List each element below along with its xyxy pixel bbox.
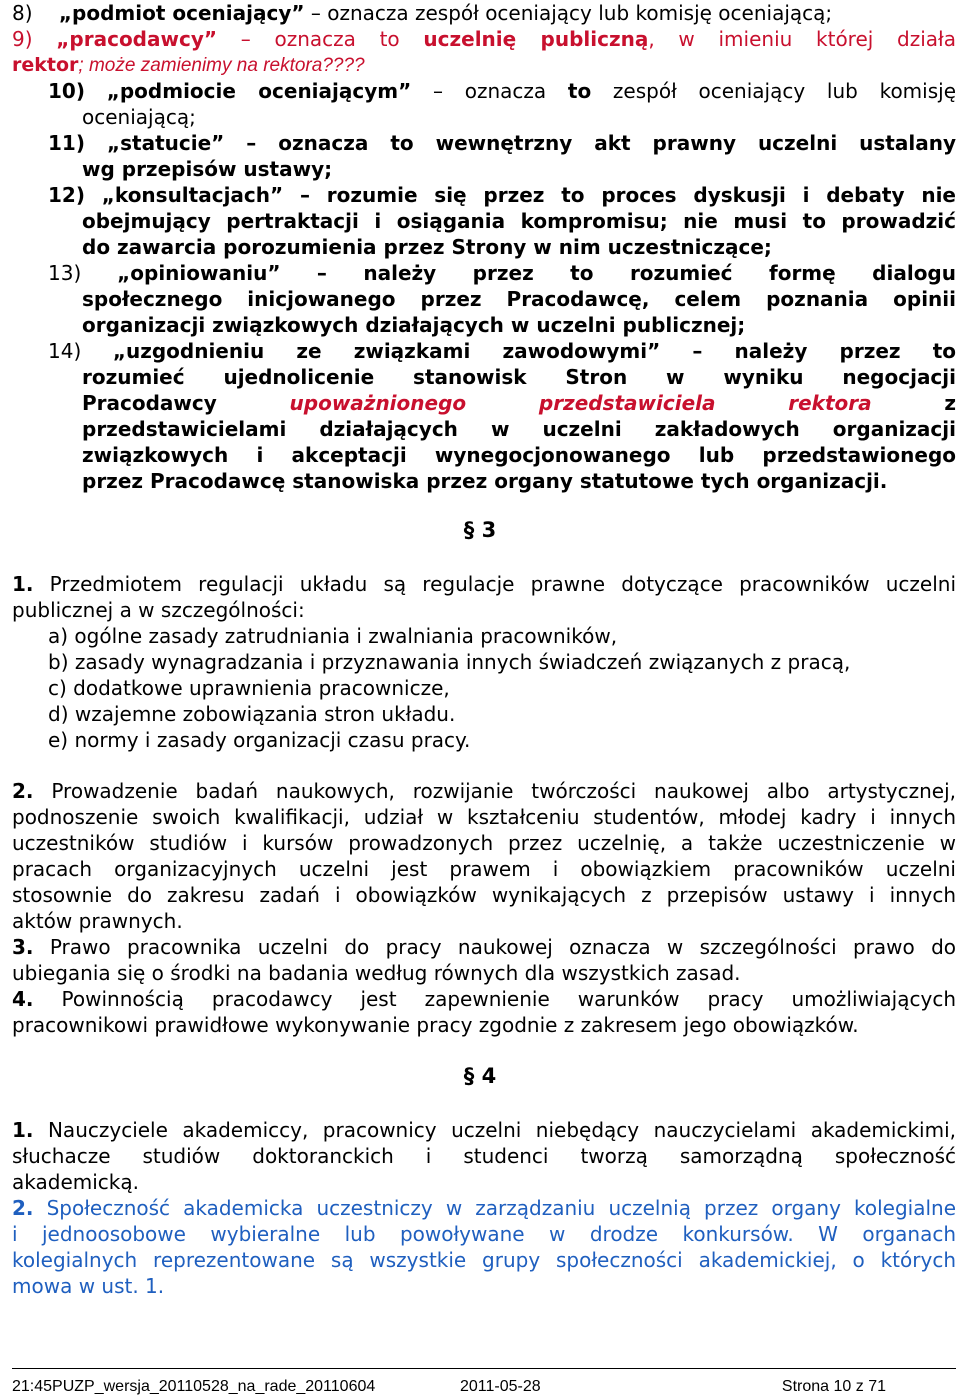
definition-text: – oznacza xyxy=(411,79,568,103)
definition-emphasis: rektor xyxy=(12,54,79,76)
paragraph-line: mowa w ust. 1. xyxy=(12,1274,165,1298)
item-number: 11) xyxy=(48,131,85,155)
definition-13-line3: organizacji związkowych działających w uczelni publicznej; xyxy=(82,313,746,337)
definition-9 xyxy=(12,26,956,52)
paragraph-number: 2. xyxy=(12,779,34,803)
definition-text: – oznacza zespół oceniający lub komisję oceniającą; xyxy=(304,1,833,25)
paragraph-line: aktów prawnych. xyxy=(12,909,183,933)
definition-term: „podmiot oceniający” xyxy=(58,1,305,25)
red-insert: rektora xyxy=(788,391,872,415)
sec3-paragraph-2 xyxy=(12,778,956,804)
paragraph-line: stosownie do zakresu zadań i obowiązków wynikających z przepisów ustawy i innych xyxy=(12,883,956,907)
definition-text: „opiniowaniu” – należy przez to rozumieć formę dialogu xyxy=(117,261,956,285)
paragraph-line: uczestników studiów i kursów prowadzonych przez uczelnię, a także uczestniczenie w xyxy=(12,831,956,855)
definition-11-continued: wg przepisów ustawy; xyxy=(82,157,333,181)
sec4-paragraph-1 xyxy=(12,1117,956,1143)
definition-12 xyxy=(48,182,956,208)
definition-10-continued: oceniającą; xyxy=(82,105,196,129)
paragraph-text: Prawo pracownika uczelni do pracy naukowej oznacza w szczególności prawo do xyxy=(33,935,956,959)
definition-text: – oznacza to xyxy=(217,27,424,51)
definition-12-line3: do zawarcia porozumienia przez Strony w nim uczestniczące; xyxy=(82,235,772,259)
definition-9-continued xyxy=(12,52,956,79)
item-number: 8) xyxy=(12,1,33,25)
definition-term: „pracodawcy” xyxy=(56,27,218,51)
definition-14-line2: rozumieć ujednolicenie stanowisk Stron w wyniku negocjacji xyxy=(82,365,956,389)
paragraph-number: 3. xyxy=(12,935,34,959)
list-item: c) dodatkowe uprawnienia pracownicze, xyxy=(48,676,450,700)
list-item: d) wzajemne zobowiązania stron układu. xyxy=(48,702,456,726)
sec3-paragraph-4 xyxy=(12,986,956,1012)
definition-13-line2: społecznego inicjowanego przez Pracodawcę, celem poznania opinii xyxy=(82,287,956,311)
paragraph-text: Powinnością pracodawcy jest zapewnienie warunków pracy umożliwiających xyxy=(33,987,956,1011)
definition-10 xyxy=(48,78,956,104)
page-footer xyxy=(12,1368,956,1395)
definition-14-line4: przedstawicielami działających w uczelni zakładowych organizacji xyxy=(82,417,956,441)
paragraph-text: Społeczność akademicka uczestniczy w zarządzaniu uczelnią przez organy kolegialne xyxy=(33,1196,956,1220)
list-item: e) normy i zasady organizacji czasu pracy. xyxy=(48,728,471,752)
footer-filename: 21:45PUZP_wersja_20110528_na_rade_20110604 xyxy=(12,1378,376,1395)
definition-13 xyxy=(48,260,956,286)
paragraph-line: pracownikowi prawidłowe wykonywanie pracy zgodnie z zakresem jego obowiązków. xyxy=(12,1013,859,1037)
definition-8 xyxy=(12,0,956,26)
paragraph-line: słuchacze studiów doktoranckich i studenci tworzą samorządną społeczność xyxy=(12,1144,956,1168)
definition-text: , w imieniu której działa xyxy=(648,27,956,51)
definition-14-line3 xyxy=(82,390,956,416)
section-heading-4: § 4 xyxy=(463,1064,497,1088)
paragraph-line: pracach organizacyjnych uczelni jest prawem i obowiązkiem pracowników uczelni xyxy=(12,857,956,881)
footer-page-number: Strona 10 z 71 xyxy=(781,1378,886,1395)
list-item: a) ogólne zasady zatrudniania i zwalniania pracowników, xyxy=(48,624,618,648)
paragraph-line: podnoszenie swoich kwalifikacji, udział w kształceniu studentów, młodej kadry i innych xyxy=(12,805,956,829)
item-number: 9) xyxy=(12,27,33,51)
section-heading-3: § 3 xyxy=(463,518,497,542)
sec4-paragraph-2 xyxy=(12,1195,956,1221)
definition-text: „uzgodnieniu ze związkami zawodowymi” – należy przez to xyxy=(112,339,956,363)
definition-14 xyxy=(48,338,956,364)
definition-11 xyxy=(48,130,956,156)
paragraph-line: ubiegania się o środki na badania według równych dla wszystkich zasad. xyxy=(12,961,741,985)
definition-text: z xyxy=(944,391,956,415)
sec3-paragraph-1-line2: publicznej a w szczególności: xyxy=(12,598,305,622)
paragraph-line: akademicką. xyxy=(12,1170,139,1194)
paragraph-line: kolegialnych reprezentowane są wszystkie grupy społeczności akademickiej, o których xyxy=(12,1248,956,1272)
paragraph-text: Prowadzenie badań naukowych, rozwijanie twórczości naukowej albo artystycznej, xyxy=(33,779,956,803)
paragraph-text: Nauczyciele akademiccy, pracownicy uczelni niebędący nauczycielami akademickimi, xyxy=(33,1118,956,1142)
item-number: 13) xyxy=(48,261,82,285)
paragraph-number: 1. xyxy=(12,1118,34,1142)
paragraph-number: 4. xyxy=(12,987,34,1011)
red-insert: upoważnionego xyxy=(289,391,467,415)
paragraph-line: i jednoosobowe wybieralne lub powoływane w drodze konkursów. W organach xyxy=(12,1222,956,1246)
definition-14-line5: związkowych i akceptacji wynegocjonowanego lub przedstawionego xyxy=(82,443,956,467)
definition-14-line6: przez Pracodawcę stanowiska przez organy statutowe tych organizacji. xyxy=(82,469,888,493)
definition-term: „podmiocie oceniającym” xyxy=(106,79,412,103)
sec3-paragraph-1 xyxy=(12,571,956,597)
definition-emphasis: uczelnię publiczną xyxy=(423,27,649,51)
paragraph-number: 2. xyxy=(12,1196,34,1220)
editor-note: ; może zamienimy na rektora???? xyxy=(78,55,365,76)
paragraph-text: Przedmiotem regulacji układu są regulacje prawne dotyczące pracowników uczelni xyxy=(33,572,956,596)
definition-text: zespół oceniający lub komisję xyxy=(591,79,956,103)
definition-text: „statucie” – oznacza to wewnętrzny akt prawny uczelni ustalany xyxy=(106,131,956,155)
footer-date: 2011-05-28 xyxy=(460,1378,541,1395)
item-number: 10) xyxy=(48,79,85,103)
definition-emphasis: to xyxy=(567,79,592,103)
item-number: 12) xyxy=(48,183,85,207)
definition-12-line2: obejmujący pertraktacji i osiągania kompromisu; nie musi to prowadzić xyxy=(82,209,956,233)
red-insert: przedstawiciela xyxy=(538,391,716,415)
paragraph-number: 1. xyxy=(12,572,34,596)
sec3-paragraph-3 xyxy=(12,934,956,960)
definition-text: „konsultacjach” – rozumie się przez to proces dyskusji i debaty nie xyxy=(101,183,956,207)
item-number: 14) xyxy=(48,339,82,363)
list-item: b) zasady wynagradzania i przyznawania innych świadczeń związanych z pracą, xyxy=(48,650,851,674)
definition-text: Pracodawcy xyxy=(82,391,217,415)
